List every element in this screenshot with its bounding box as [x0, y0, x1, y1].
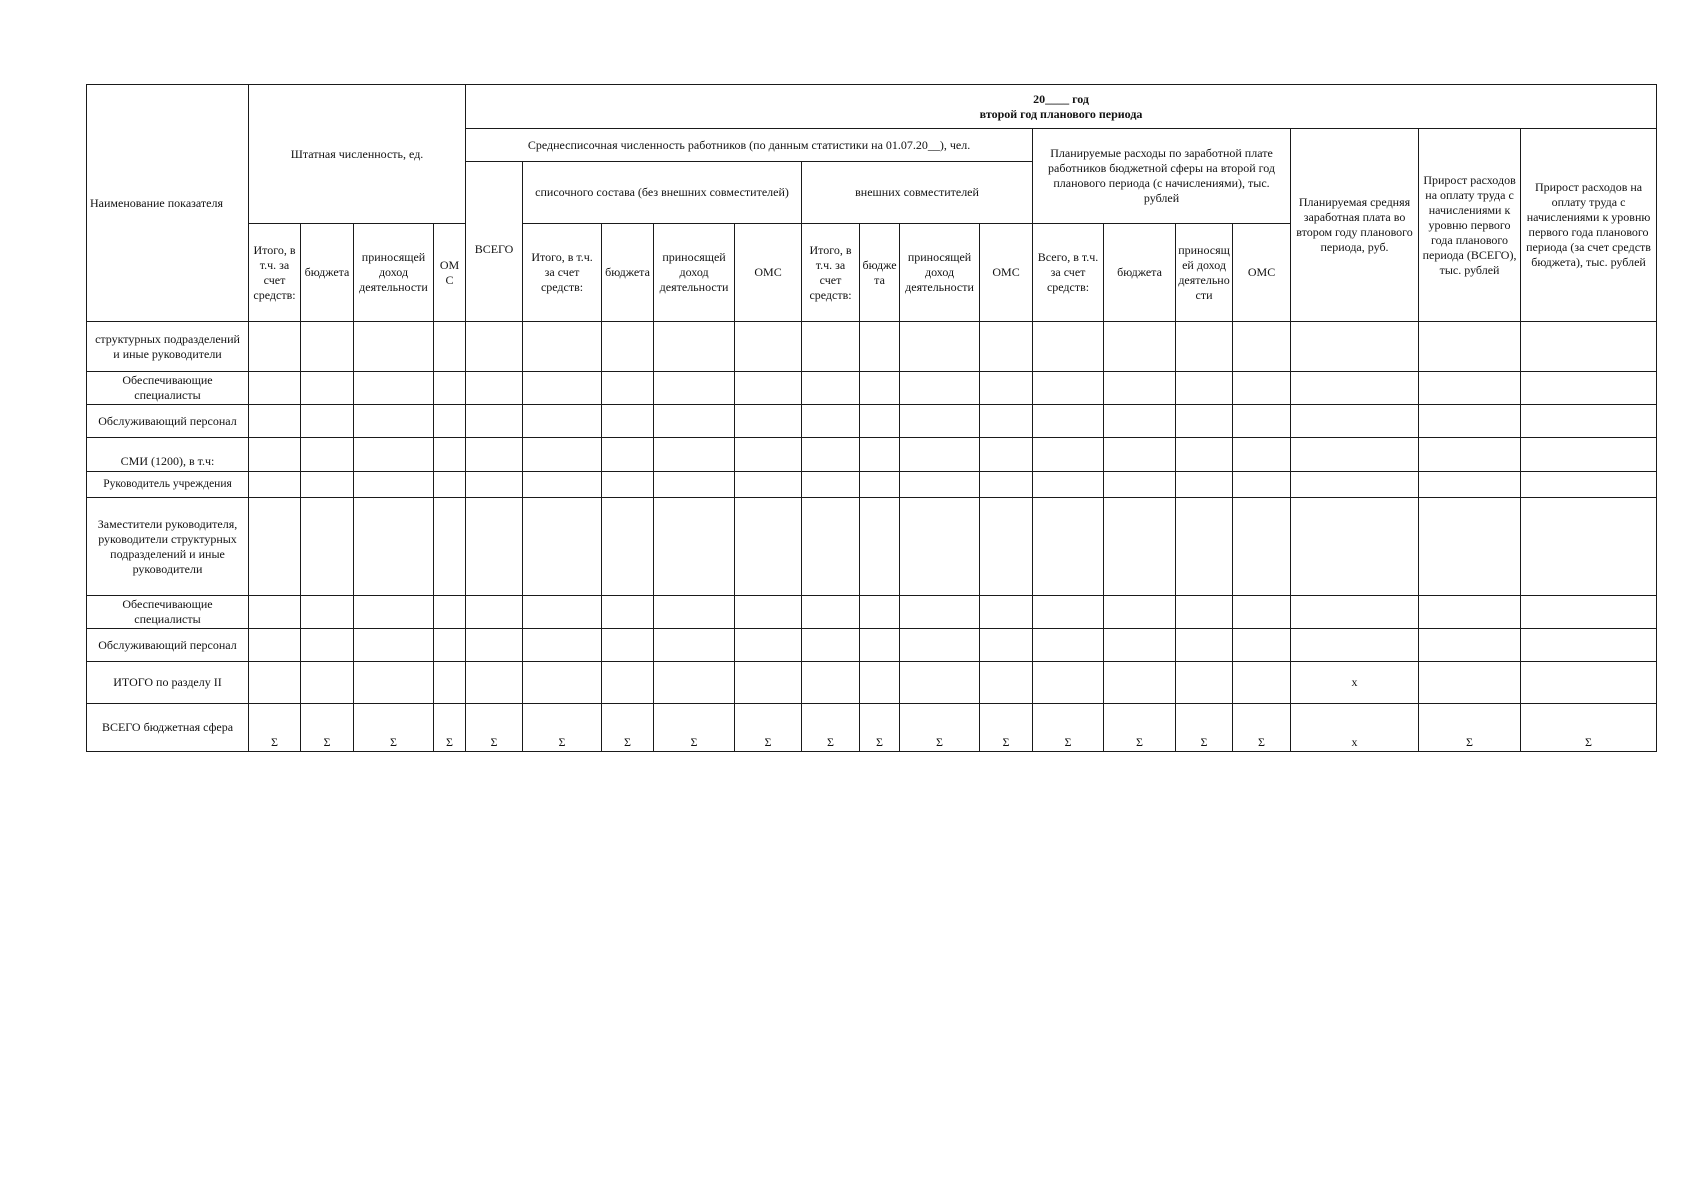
list-sub-total: Итого, в т.ч. за счет средств:: [523, 224, 602, 322]
data-cell: [860, 438, 900, 472]
data-cell: [735, 372, 802, 405]
data-cell: [434, 372, 466, 405]
data-cell: [900, 438, 980, 472]
data-cell: [466, 662, 523, 704]
data-cell: [1521, 438, 1657, 472]
data-cell: [301, 438, 354, 472]
data-cell: [860, 322, 900, 372]
data-cell: [980, 629, 1033, 662]
data-cell: [301, 498, 354, 596]
data-cell: [249, 438, 301, 472]
data-cell: [1176, 372, 1233, 405]
data-cell: [602, 662, 654, 704]
table-row: [87, 629, 1657, 662]
sum-cell: Σ: [1521, 704, 1657, 752]
data-cell: [466, 322, 523, 372]
data-cell: [802, 596, 860, 629]
data-cell: [301, 596, 354, 629]
data-cell: [1521, 629, 1657, 662]
planned-expenses-header: Планируемые расходы по заработной плате работников бюджетной сферы на второй год планового периода (с начислениями), тыс. рублей: [1033, 129, 1291, 224]
ext-sub-oms: ОМС: [980, 224, 1033, 322]
data-cell: [900, 472, 980, 498]
data-cell: [354, 438, 434, 472]
data-cell: [735, 498, 802, 596]
data-cell: [602, 405, 654, 438]
data-cell: [1291, 596, 1419, 629]
data-cell: [466, 438, 523, 472]
data-cell: [860, 498, 900, 596]
data-cell: [1233, 662, 1291, 704]
data-cell: [301, 372, 354, 405]
total-row-name: ВСЕГО бюджетная сфера: [87, 704, 249, 752]
data-cell: [523, 662, 602, 704]
data-cell: [249, 322, 301, 372]
data-cell: [1233, 322, 1291, 372]
data-cell: [1419, 498, 1521, 596]
data-cell: [1104, 629, 1176, 662]
exp-sub-total: Всего, в т.ч. за счет средств:: [1033, 224, 1104, 322]
sum-cell: Σ: [802, 704, 860, 752]
data-cell: [735, 596, 802, 629]
exp-sub-oms: ОМС: [1233, 224, 1291, 322]
exp-sub-budget: бюджета: [1104, 224, 1176, 322]
data-cell: [1233, 629, 1291, 662]
data-cell: [434, 472, 466, 498]
data-cell: [980, 322, 1033, 372]
data-cell: [1176, 322, 1233, 372]
data-cell: [900, 662, 980, 704]
data-cell: [860, 662, 900, 704]
sum-cell: Σ: [900, 704, 980, 752]
data-cell: [802, 405, 860, 438]
data-cell: [354, 372, 434, 405]
row-name: Обеспечивающие специалисты: [87, 372, 249, 405]
data-cell: [860, 372, 900, 405]
sum-cell: Σ: [466, 704, 523, 752]
data-cell: [602, 322, 654, 372]
data-cell: [1291, 472, 1419, 498]
data-cell: [354, 596, 434, 629]
sum-cell: Σ: [735, 704, 802, 752]
row-name: Обеспечивающие специалисты: [87, 596, 249, 629]
data-cell: [354, 662, 434, 704]
ext-sub-income: приносящей доход деятельности: [900, 224, 980, 322]
data-cell: [1419, 405, 1521, 438]
data-cell: [735, 322, 802, 372]
sum-cell: Σ: [1033, 704, 1104, 752]
budget-staffing-table: [86, 84, 1657, 752]
data-cell: [654, 405, 735, 438]
data-cell: [434, 662, 466, 704]
data-cell: [1419, 472, 1521, 498]
data-cell: [980, 472, 1033, 498]
planned-salary-header: Планируемая средняя заработная плата во втором году планового периода, руб.: [1291, 129, 1419, 322]
ext-sub-total: Итого, в т.ч. за счет средств:: [802, 224, 860, 322]
sum-cell: Σ: [354, 704, 434, 752]
data-cell: [1033, 438, 1104, 472]
data-cell: [434, 405, 466, 438]
data-cell: [1176, 405, 1233, 438]
data-cell: [900, 322, 980, 372]
sum-cell: Σ: [1176, 704, 1233, 752]
sum-cell: Σ: [1419, 704, 1521, 752]
sum-cell: Σ: [523, 704, 602, 752]
row-name: структурных подразделений и иные руководители: [87, 322, 249, 372]
data-cell: [434, 498, 466, 596]
data-cell: [602, 498, 654, 596]
data-cell: [1104, 438, 1176, 472]
data-cell: [1233, 472, 1291, 498]
period-year: 20____ год: [1033, 91, 1089, 106]
sum-cell: Σ: [301, 704, 354, 752]
data-cell: [1419, 322, 1521, 372]
data-cell: [980, 372, 1033, 405]
data-cell: [1033, 498, 1104, 596]
data-cell: [301, 472, 354, 498]
data-cell: [249, 662, 301, 704]
data-cell: [860, 629, 900, 662]
data-cell: [466, 405, 523, 438]
data-cell: [354, 322, 434, 372]
data-cell: [1104, 405, 1176, 438]
data-cell: [249, 629, 301, 662]
data-cell: [1176, 596, 1233, 629]
data-cell: [1033, 596, 1104, 629]
exp-sub-income: приносящей доход деятельности: [1176, 224, 1233, 322]
data-cell: [1033, 322, 1104, 372]
data-cell: [654, 629, 735, 662]
data-cell: [1419, 662, 1521, 704]
data-cell: [1419, 438, 1521, 472]
data-cell: [1176, 438, 1233, 472]
sum-cell: Σ: [654, 704, 735, 752]
data-cell: [654, 596, 735, 629]
data-cell: [249, 372, 301, 405]
row-name: Руководитель учреждения: [87, 472, 249, 498]
data-cell: [980, 498, 1033, 596]
data-cell: [354, 405, 434, 438]
sum-cell: Σ: [434, 704, 466, 752]
data-cell: [466, 498, 523, 596]
data-cell: [980, 662, 1033, 704]
sum-cell: Σ: [1233, 704, 1291, 752]
row-name: СМИ (1200), в т.ч:: [87, 438, 249, 472]
data-cell: [802, 472, 860, 498]
vsego-header: ВСЕГО: [466, 162, 523, 322]
data-cell: [602, 596, 654, 629]
data-cell: [735, 438, 802, 472]
data-cell: [1033, 405, 1104, 438]
data-cell: [900, 596, 980, 629]
data-cell: [301, 629, 354, 662]
data-cell: [602, 372, 654, 405]
data-cell: [802, 629, 860, 662]
data-cell: [802, 372, 860, 405]
period-label: второй год планового периода: [979, 106, 1143, 121]
data-cell: [1176, 662, 1233, 704]
data-cell: [1176, 472, 1233, 498]
data-cell: [735, 472, 802, 498]
salary-x-mark: х: [1291, 662, 1419, 704]
data-cell: [1233, 372, 1291, 405]
ext-sub-budget: бюджета: [860, 224, 900, 322]
data-cell: [1233, 438, 1291, 472]
data-cell: [523, 322, 602, 372]
sum-cell: Σ: [602, 704, 654, 752]
data-cell: [523, 498, 602, 596]
data-cell: [1291, 372, 1419, 405]
data-cell: [249, 405, 301, 438]
data-cell: [860, 405, 900, 438]
data-cell: [1291, 322, 1419, 372]
data-cell: [466, 596, 523, 629]
data-cell: [523, 596, 602, 629]
data-cell: [1521, 472, 1657, 498]
list-sub-oms: ОМС: [735, 224, 802, 322]
list-sub-budget: бюджета: [602, 224, 654, 322]
data-cell: [654, 662, 735, 704]
data-cell: [1104, 472, 1176, 498]
staff-sub-income: приносящей доход деятельности: [354, 224, 434, 322]
data-cell: [354, 472, 434, 498]
data-cell: [249, 596, 301, 629]
data-cell: [1291, 498, 1419, 596]
data-cell: [654, 372, 735, 405]
growth-total-header: Прирост расходов на оплату труда с начислениями к уровню первого года планового периода (ВСЕГО), тыс. рублей: [1419, 129, 1521, 322]
data-cell: [1521, 596, 1657, 629]
avg-count-header: Среднесписочная численность работников (по данным статистики на 01.07.20__), чел.: [466, 129, 1033, 162]
sum-cell: Σ: [860, 704, 900, 752]
data-cell: [1521, 498, 1657, 596]
data-cell: [1033, 372, 1104, 405]
data-cell: [1419, 596, 1521, 629]
data-cell: [1233, 596, 1291, 629]
data-cell: [1104, 372, 1176, 405]
data-cell: [1176, 629, 1233, 662]
table-row: [87, 596, 1657, 629]
growth-budget-header: Прирост расходов на оплату труда с начислениями к уровню первого года планового периода (за счет средств бюджета), тыс. рублей: [1521, 129, 1657, 322]
data-cell: [301, 405, 354, 438]
data-cell: [1104, 596, 1176, 629]
data-cell: [434, 438, 466, 472]
data-cell: [523, 472, 602, 498]
data-cell: [900, 629, 980, 662]
row-name: ИТОГО по разделу II: [87, 662, 249, 704]
data-cell: [1233, 498, 1291, 596]
data-cell: [980, 405, 1033, 438]
data-cell: [523, 405, 602, 438]
data-cell: [602, 438, 654, 472]
data-cell: [523, 629, 602, 662]
data-cell: [802, 498, 860, 596]
table-row: [87, 372, 1657, 405]
data-cell: [434, 629, 466, 662]
data-cell: [466, 629, 523, 662]
staff-sub-budget: бюджета: [301, 224, 354, 322]
salary-x-mark: х: [1291, 704, 1419, 752]
data-cell: [1521, 662, 1657, 704]
data-cell: [654, 322, 735, 372]
name-column-header: Наименование показателя: [87, 85, 249, 322]
table-row: [87, 472, 1657, 498]
table-row: [87, 322, 1657, 372]
data-cell: [1291, 629, 1419, 662]
data-cell: [301, 662, 354, 704]
data-cell: [654, 498, 735, 596]
data-cell: [735, 405, 802, 438]
data-cell: [602, 629, 654, 662]
data-cell: [1233, 405, 1291, 438]
data-cell: [1521, 372, 1657, 405]
sum-cell: Σ: [980, 704, 1033, 752]
list-staff-header: списочного состава (без внешних совместителей): [523, 162, 802, 224]
data-cell: [1033, 662, 1104, 704]
data-cell: [466, 472, 523, 498]
row-name: Заместители руководителя, руководители структурных подразделений и иные руководители: [87, 498, 249, 596]
data-cell: [1419, 629, 1521, 662]
sum-cell: Σ: [249, 704, 301, 752]
data-cell: [602, 472, 654, 498]
data-cell: [802, 438, 860, 472]
external-header: внешних совместителей: [802, 162, 1033, 224]
data-cell: [354, 629, 434, 662]
data-cell: [1033, 472, 1104, 498]
data-cell: [1104, 662, 1176, 704]
data-cell: [1291, 438, 1419, 472]
data-cell: [1033, 629, 1104, 662]
data-cell: [354, 498, 434, 596]
data-cell: [1104, 322, 1176, 372]
data-cell: [249, 498, 301, 596]
list-sub-income: приносящей доход деятельности: [654, 224, 735, 322]
table-row: [87, 438, 1657, 472]
row-name: Обслуживающий персонал: [87, 629, 249, 662]
data-cell: [466, 372, 523, 405]
data-cell: [654, 472, 735, 498]
staff-sub-total: Итого, в т.ч. за счет средств:: [249, 224, 301, 322]
data-cell: [735, 629, 802, 662]
data-cell: [1521, 322, 1657, 372]
data-cell: [1176, 498, 1233, 596]
data-cell: [735, 662, 802, 704]
data-cell: [900, 498, 980, 596]
data-cell: [980, 438, 1033, 472]
staff-sub-oms: ОМС: [434, 224, 466, 322]
data-cell: [900, 405, 980, 438]
sum-cell: Σ: [1104, 704, 1176, 752]
data-cell: [1291, 405, 1419, 438]
data-cell: [860, 472, 900, 498]
data-cell: [860, 596, 900, 629]
data-cell: [802, 662, 860, 704]
row-name: Обслуживающий персонал: [87, 405, 249, 438]
data-cell: [900, 372, 980, 405]
data-cell: [434, 596, 466, 629]
table-row: [87, 662, 1657, 704]
table-row: [87, 498, 1657, 596]
data-cell: [654, 438, 735, 472]
data-cell: [523, 372, 602, 405]
data-cell: [1104, 498, 1176, 596]
data-cell: [249, 472, 301, 498]
data-cell: [1419, 372, 1521, 405]
data-cell: [802, 322, 860, 372]
total-row: [87, 704, 1657, 752]
data-cell: [980, 596, 1033, 629]
table-row: [87, 405, 1657, 438]
period-header: [466, 85, 1657, 129]
data-cell: [301, 322, 354, 372]
staff-count-header: Штатная численность, ед.: [249, 85, 466, 224]
data-cell: [523, 438, 602, 472]
data-cell: [1521, 405, 1657, 438]
data-cell: [434, 322, 466, 372]
